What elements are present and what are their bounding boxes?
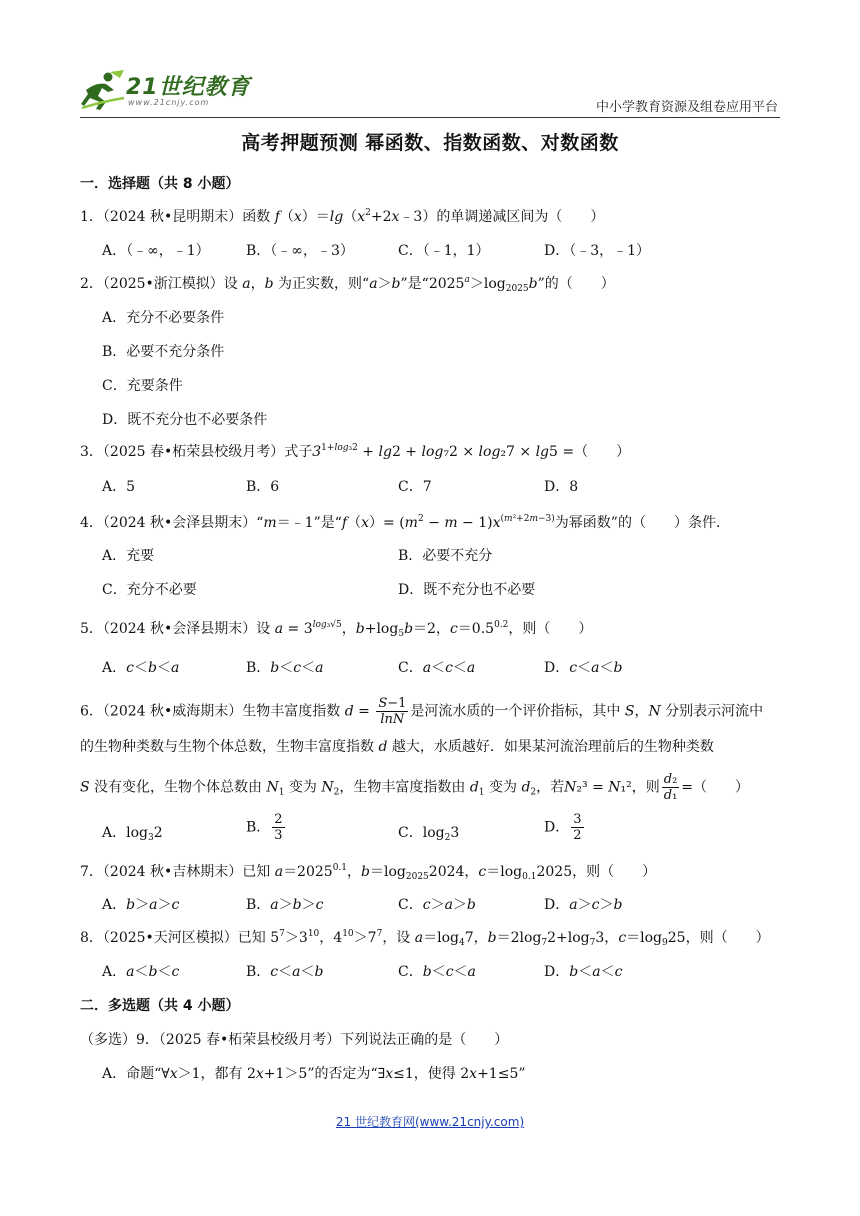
header-slogan: 中小学教育资源及组卷应用平台 <box>595 100 778 115</box>
q5-option-a[interactable]: A．c＜b＜a <box>102 660 180 676</box>
q8-option-b[interactable]: B．c＜a＜b <box>246 964 324 980</box>
q7-option-d[interactable]: D．a＞c＞b <box>544 897 623 913</box>
q5-option-c[interactable]: C．a＜c＜a <box>398 660 476 676</box>
q6-option-c[interactable]: C．$\log_23$ <box>398 825 460 843</box>
q6-option-d[interactable]: D． $\frac{3}{2}$ <box>544 812 582 843</box>
question-1: 1．（2024 秋•昆明期末）函数 $f(x)=\lg(x^2+2x﹣3)$的单调递减区间为（ ） <box>80 208 605 225</box>
q3-option-a[interactable]: A．5 <box>102 479 136 495</box>
runner-logo-icon <box>80 68 128 112</box>
q8-option-a[interactable]: A．a＜b＜c <box>102 964 180 980</box>
page-header <box>80 66 780 118</box>
page-title: 高考押题预测 幂函数、指数函数、对数函数 <box>241 132 619 154</box>
q4-option-a[interactable]: A．充要 <box>102 548 155 564</box>
q1-option-c[interactable]: C．（﹣1，1） <box>398 243 490 259</box>
q3-option-c[interactable]: C．7 <box>398 479 432 495</box>
q8-option-d[interactable]: D．b＜a＜c <box>544 964 623 980</box>
q1-option-a[interactable]: A．（﹣∞，﹣1） <box>102 243 210 259</box>
q7-option-c[interactable]: C．c＞a＞b <box>398 897 476 913</box>
q3-option-d[interactable]: D．8 <box>544 479 579 495</box>
question-3: 3．（2025 春•柘荣县校级月考）式子$3^{1+log_32} + \lg 2 + \log_72 \times \log_27 \times \lg 5$ =（ ） <box>80 443 631 460</box>
question-7: 7．（2024 秋•吉林期末）已知 $a=2025^{0.1}$，$b=\log_{2025}2024$，$c=\log_{0.1}2025$，则（ ） <box>80 863 657 882</box>
section-heading-multi-choice: 二．多选题（共 4 小题） <box>80 998 240 1014</box>
q6-option-b[interactable]: B． $\frac{2}{3}$ <box>246 812 283 843</box>
question-8: 8．（2025•天河区模拟）已知 $5^7>3^{10}$，$4^{10}>7^7$，设 $a=\log_47$，$b=2\log_72+\log_73$，$c=\log_925$，则（ ） <box>80 929 770 948</box>
q2-option-b[interactable]: B．必要不充分条件 <box>102 344 225 360</box>
q5-option-d[interactable]: D．c＜a＜b <box>544 660 623 676</box>
q1-option-b[interactable]: B．（﹣∞，﹣3） <box>246 243 354 259</box>
q2-option-a[interactable]: A．充分不必要条件 <box>102 310 225 326</box>
question-6-line-1: 6．（2024 秋•威海期末）生物丰富度指数 d = $\frac{S-1}{\ln N}$ 是河流水质的一个评价指标，其中 S，N 分别表示河流中 <box>80 696 764 727</box>
q7-option-a[interactable]: A．b＞a＞c <box>102 897 180 913</box>
question-4: 4．（2024 秋•会泽县期末）“m＝﹣1”是“$f(x)= (m^2 - m - 1)x^{(m^2+2m-3)}$为幂函数”的（ ）条件． <box>80 514 730 531</box>
question-6-line-2: 的生物种类数与生物个体总数，生物丰富度指数 d 越大，水质越好．如果某河流治理前后的生物种类数 <box>80 739 714 755</box>
logo-text: 21世纪教育 <box>126 75 251 100</box>
q3-option-b[interactable]: B．6 <box>246 479 280 495</box>
q7-option-b[interactable]: B．a＞b＞c <box>246 897 324 913</box>
header-divider <box>80 117 780 118</box>
logo-url: www.21cnjy.com <box>128 98 210 107</box>
brand-logo <box>80 66 260 116</box>
q4-option-b[interactable]: B．必要不充分 <box>398 548 493 564</box>
q2-option-c[interactable]: C．充要条件 <box>102 378 183 394</box>
question-2: 2．（2025•浙江模拟）设 a，b 为正实数，则“a＞b”是“$2025^a>\log_{2025}b$”的（ ） <box>80 275 615 294</box>
question-9: （多选）9．（2025 春•柘荣县校级月考）下列说法正确的是（ ） <box>80 1032 509 1048</box>
q6-option-a[interactable]: A．$\log_32$ <box>102 825 163 843</box>
q2-option-d[interactable]: D．既不充分也不必要条件 <box>102 412 268 428</box>
q1-option-d[interactable]: D．（﹣3，﹣1） <box>544 243 651 259</box>
q5-option-b[interactable]: B．b＜c＜a <box>246 660 324 676</box>
q4-option-c[interactable]: C．充分不必要 <box>102 582 197 598</box>
question-6-line-3: S 没有变化，生物个体总数由 $N_1$ 变为 $N_2$，生物丰富度指数由 $d_1$ 变为 $d_2$，若N₂³ = N₁²，则 $\frac{\text{d₂}}{\text{d₁}}$ =（ ） <box>80 772 750 803</box>
q8-option-c[interactable]: C．b＜c＜a <box>398 964 476 980</box>
section-heading-single-choice: 一．选择题（共 8 小题） <box>80 176 240 192</box>
footer-link[interactable]: 21 世纪教育网(www.21cnjy.com) <box>335 1115 525 1129</box>
q9-option-a[interactable]: A．命题“∀x＞1，都有 2x+1＞5”的否定为“∃x≤1，使得 2x+1≤5” <box>102 1066 526 1082</box>
q4-option-d[interactable]: D．既不充分也不必要 <box>398 582 536 598</box>
question-5: 5．（2024 秋•会泽县期末）设 $a = 3^{log_3√5}$，$b+\log_5b=2$，$c=0.5^{0.2}$，则（ ） <box>80 620 593 639</box>
